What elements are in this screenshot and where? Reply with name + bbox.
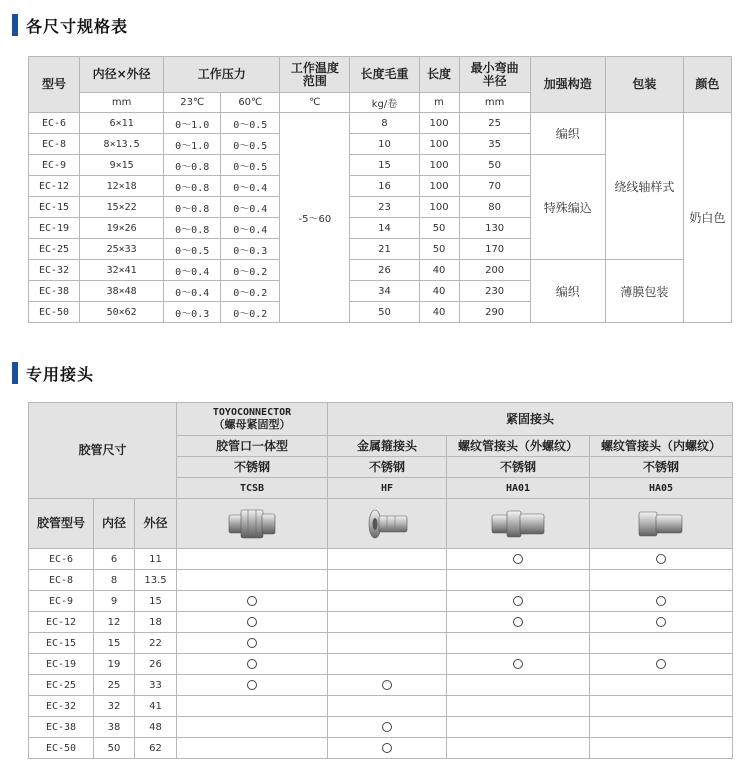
cell-p60: 0～0.2: [221, 260, 280, 281]
cell-bend: 230: [459, 281, 530, 302]
cell-ha05: [590, 654, 733, 675]
cell-inner: 25: [94, 675, 135, 696]
cell-length: 100: [419, 155, 459, 176]
cell-ha05: [590, 570, 733, 591]
cell-model: EC-19: [29, 218, 80, 239]
cell-p60: 0～0.4: [221, 176, 280, 197]
cell-ha05: [590, 549, 733, 570]
cell-diameter: 12×18: [80, 176, 164, 197]
unit-weight: kg/卷: [350, 93, 419, 113]
cell-ha05: [590, 696, 733, 717]
table-row: [29, 654, 733, 675]
cell-model: EC-32: [29, 260, 80, 281]
circle-mark-icon: [247, 638, 257, 648]
header-inner: 内径: [94, 499, 135, 549]
circle-mark-icon: [656, 659, 666, 669]
fitting-hf-image: [361, 506, 413, 542]
col-header-length: 长度: [419, 57, 459, 93]
circle-mark-icon: [656, 596, 666, 606]
fitting-ha05-image: [635, 506, 687, 542]
cell-weight: 26: [350, 260, 419, 281]
cell-p60: 0～0.2: [221, 281, 280, 302]
table-row: [29, 612, 733, 633]
cell-outer: 22: [135, 633, 177, 654]
cell-weight: 10: [350, 134, 419, 155]
cell-hf: [328, 654, 447, 675]
cell-diameter: 19×26: [80, 218, 164, 239]
cell-p23: 0～0.4: [164, 281, 221, 302]
col-header-bend-text: 最小弯曲半径: [470, 60, 519, 88]
cell-weight: 34: [350, 281, 419, 302]
cell-p23: 0～0.8: [164, 155, 221, 176]
cell-ha01: [447, 612, 590, 633]
material-hf: 不锈钢: [328, 457, 447, 478]
cell-diameter: 38×48: [80, 281, 164, 302]
unit-temp: ℃: [280, 93, 350, 113]
cell-ha05: [590, 675, 733, 696]
cell-outer: 62: [135, 738, 177, 759]
section-title-specs: [12, 14, 128, 36]
cell-inner: 9: [94, 591, 135, 612]
cell-length: 50: [419, 239, 459, 260]
cell-p23: 0～0.8: [164, 218, 221, 239]
header-integral: 胶管口一体型: [177, 436, 328, 457]
cell-outer: 48: [135, 717, 177, 738]
cell-weight: 21: [350, 239, 419, 260]
cell-inner: 6: [94, 549, 135, 570]
material-ha05: 不锈钢: [590, 457, 733, 478]
image-cell-ha05: [590, 499, 733, 549]
cell-reinforce-braid-2: 编织: [530, 260, 605, 323]
col-header-color: 颜色: [683, 57, 731, 113]
cell-ha05: [590, 612, 733, 633]
cell-model: EC-32: [29, 696, 94, 717]
cell-reinforce-braid: 编织: [530, 113, 605, 155]
cell-model: EC-15: [29, 197, 80, 218]
header-hose-size: 胶管尺寸: [29, 403, 177, 499]
cell-hf: [328, 591, 447, 612]
header-tighten: 紧固接头: [328, 403, 733, 436]
cell-inner: 8: [94, 570, 135, 591]
table-row: [29, 570, 733, 591]
cell-outer: 18: [135, 612, 177, 633]
cell-hf: [328, 612, 447, 633]
circle-mark-icon: [382, 680, 392, 690]
cell-diameter: 8×13.5: [80, 134, 164, 155]
circle-mark-icon: [656, 617, 666, 627]
cell-hf: [328, 570, 447, 591]
table-row: [29, 675, 733, 696]
cell-color: 奶白色: [683, 113, 731, 323]
section-title-fittings: [12, 362, 94, 384]
col-header-pressure: 工作压力: [164, 57, 280, 93]
cell-diameter: 50×62: [80, 302, 164, 323]
section-title-text: 专用接头: [26, 364, 95, 384]
cell-outer: 41: [135, 696, 177, 717]
cell-ha01: [447, 675, 590, 696]
cell-outer: 11: [135, 549, 177, 570]
col-header-temp: [280, 57, 350, 93]
col-header-package: 包装: [605, 57, 683, 113]
cell-model: EC-8: [29, 570, 94, 591]
cell-model: EC-15: [29, 633, 94, 654]
table-row: [29, 696, 733, 717]
header-toyo-sub: （螺母紧固型）: [213, 418, 291, 431]
cell-inner: 38: [94, 717, 135, 738]
col-header-weight: 长度毛重: [350, 57, 419, 93]
header-thread-out: 螺纹管接头（外螺纹）: [447, 436, 590, 457]
cell-package-spool: 绕线轴样式: [605, 113, 683, 260]
table-row: [29, 717, 733, 738]
unit-bend: mm: [459, 93, 530, 113]
cell-p60: 0～0.2: [221, 302, 280, 323]
col-header-temp-text: 工作温度范围: [290, 60, 339, 88]
cell-tcsb: [177, 696, 328, 717]
cell-p23: 0～0.3: [164, 302, 221, 323]
cell-model: EC-38: [29, 281, 80, 302]
cell-p60: 0～0.5: [221, 134, 280, 155]
cell-ha01: [447, 633, 590, 654]
unit-diameter: mm: [80, 93, 164, 113]
cell-outer: 15: [135, 591, 177, 612]
title-bar-marker: [12, 362, 18, 384]
cell-weight: 14: [350, 218, 419, 239]
cell-ha05: [590, 633, 733, 654]
cell-model: EC-6: [29, 549, 94, 570]
image-cell-hf: [328, 499, 447, 549]
cell-outer: 26: [135, 654, 177, 675]
cell-length: 50: [419, 218, 459, 239]
circle-mark-icon: [513, 617, 523, 627]
material-ha01: 不锈钢: [447, 457, 590, 478]
col-header-reinforce: 加强构造: [530, 57, 605, 113]
cell-bend: 130: [459, 218, 530, 239]
table-row: [29, 549, 733, 570]
cell-model: EC-50: [29, 302, 80, 323]
cell-model: EC-19: [29, 654, 94, 675]
cell-p23: 0～0.4: [164, 260, 221, 281]
unit-length: m: [419, 93, 459, 113]
cell-p23: 0～0.8: [164, 197, 221, 218]
cell-tcsb: [177, 549, 328, 570]
cell-diameter: 15×22: [80, 197, 164, 218]
cell-bend: 35: [459, 134, 530, 155]
header-toyoconnector: [177, 403, 328, 436]
cell-ha01: [447, 717, 590, 738]
cell-length: 100: [419, 176, 459, 197]
cell-model: EC-9: [29, 591, 94, 612]
cell-bend: 80: [459, 197, 530, 218]
title-bar-marker: [12, 14, 18, 36]
circle-mark-icon: [382, 743, 392, 753]
col-header-diameter: 内径×外径: [80, 57, 164, 93]
header-metal-clamp: 金属箍接头: [328, 436, 447, 457]
cell-weight: 15: [350, 155, 419, 176]
circle-mark-icon: [382, 722, 392, 732]
cell-ha01: [447, 591, 590, 612]
cell-diameter: 32×41: [80, 260, 164, 281]
cell-diameter: 25×33: [80, 239, 164, 260]
cell-model: EC-12: [29, 176, 80, 197]
cell-bend: 170: [459, 239, 530, 260]
cell-ha01: [447, 549, 590, 570]
section-title-text: 各尺寸规格表: [26, 16, 129, 36]
cell-temp-range: -5～60: [280, 113, 350, 323]
cell-length: 100: [419, 113, 459, 134]
unit-pressure-60: 60℃: [221, 93, 280, 113]
cell-ha01: [447, 654, 590, 675]
cell-inner: 19: [94, 654, 135, 675]
cell-inner: 50: [94, 738, 135, 759]
circle-mark-icon: [247, 617, 257, 627]
cell-bend: 290: [459, 302, 530, 323]
cell-p60: 0～0.4: [221, 218, 280, 239]
code-tcsb: TCSB: [177, 478, 328, 499]
cell-weight: 50: [350, 302, 419, 323]
table-row: [29, 113, 732, 134]
cell-model: EC-25: [29, 675, 94, 696]
header-toyo-name: TOYOCONNECTOR: [212, 407, 292, 418]
cell-p23: 0～1.0: [164, 113, 221, 134]
spec-table: [28, 56, 732, 323]
cell-outer: 13.5: [135, 570, 177, 591]
cell-hf: [328, 549, 447, 570]
cell-hf: [328, 675, 447, 696]
cell-p23: 0～0.8: [164, 176, 221, 197]
cell-hf: [328, 696, 447, 717]
cell-hf: [328, 717, 447, 738]
cell-ha01: [447, 696, 590, 717]
cell-outer: 33: [135, 675, 177, 696]
image-cell-tcsb: [177, 499, 328, 549]
table-row: [29, 633, 733, 654]
table-row: [29, 260, 732, 281]
col-header-bend: [459, 57, 530, 93]
header-outer: 外径: [135, 499, 177, 549]
circle-mark-icon: [513, 554, 523, 564]
table-row: [29, 591, 733, 612]
fitting-ha01-image: [490, 506, 546, 542]
cell-package-film: 薄膜包装: [605, 260, 683, 323]
col-header-model: 型号: [29, 57, 80, 113]
cell-length: 100: [419, 134, 459, 155]
image-cell-ha01: [447, 499, 590, 549]
cell-weight: 16: [350, 176, 419, 197]
cell-reinforce-special: 特殊编込: [530, 155, 605, 260]
cell-inner: 32: [94, 696, 135, 717]
cell-model: EC-6: [29, 113, 80, 134]
cell-p60: 0～0.4: [221, 197, 280, 218]
cell-length: 100: [419, 197, 459, 218]
cell-diameter: 9×15: [80, 155, 164, 176]
unit-pressure-23: 23℃: [164, 93, 221, 113]
header-thread-in: 螺纹管接头（内螺纹）: [590, 436, 733, 457]
cell-model: EC-38: [29, 717, 94, 738]
cell-bend: 25: [459, 113, 530, 134]
header-hose-model: 胶管型号: [29, 499, 94, 549]
cell-hf: [328, 633, 447, 654]
code-ha01: HA01: [447, 478, 590, 499]
cell-bend: 50: [459, 155, 530, 176]
fitting-tcsb-image: [226, 506, 278, 542]
circle-mark-icon: [247, 659, 257, 669]
cell-model: EC-12: [29, 612, 94, 633]
circle-mark-icon: [247, 596, 257, 606]
cell-hf: [328, 738, 447, 759]
cell-weight: 23: [350, 197, 419, 218]
cell-model: EC-9: [29, 155, 80, 176]
cell-tcsb: [177, 570, 328, 591]
material-tcsb: 不锈钢: [177, 457, 328, 478]
cell-inner: 12: [94, 612, 135, 633]
cell-tcsb: [177, 738, 328, 759]
cell-bend: 200: [459, 260, 530, 281]
cell-model: EC-50: [29, 738, 94, 759]
cell-p60: 0～0.5: [221, 113, 280, 134]
cell-tcsb: [177, 675, 328, 696]
cell-diameter: 6×11: [80, 113, 164, 134]
cell-ha01: [447, 570, 590, 591]
cell-inner: 15: [94, 633, 135, 654]
cell-p60: 0～0.3: [221, 239, 280, 260]
cell-ha05: [590, 591, 733, 612]
code-hf: HF: [328, 478, 447, 499]
cell-tcsb: [177, 717, 328, 738]
cell-p23: 0～0.5: [164, 239, 221, 260]
fittings-table: [28, 402, 733, 759]
cell-length: 40: [419, 302, 459, 323]
cell-tcsb: [177, 591, 328, 612]
cell-bend: 70: [459, 176, 530, 197]
circle-mark-icon: [513, 659, 523, 669]
cell-model: EC-8: [29, 134, 80, 155]
circle-mark-icon: [513, 596, 523, 606]
cell-p60: 0～0.5: [221, 155, 280, 176]
cell-length: 40: [419, 260, 459, 281]
table-row: [29, 738, 733, 759]
cell-weight: 8: [350, 113, 419, 134]
cell-ha05: [590, 717, 733, 738]
cell-p23: 0～1.0: [164, 134, 221, 155]
cell-tcsb: [177, 654, 328, 675]
cell-model: EC-25: [29, 239, 80, 260]
circle-mark-icon: [656, 554, 666, 564]
cell-tcsb: [177, 633, 328, 654]
cell-ha01: [447, 738, 590, 759]
circle-mark-icon: [247, 680, 257, 690]
cell-ha05: [590, 738, 733, 759]
cell-length: 40: [419, 281, 459, 302]
cell-tcsb: [177, 612, 328, 633]
code-ha05: HA05: [590, 478, 733, 499]
